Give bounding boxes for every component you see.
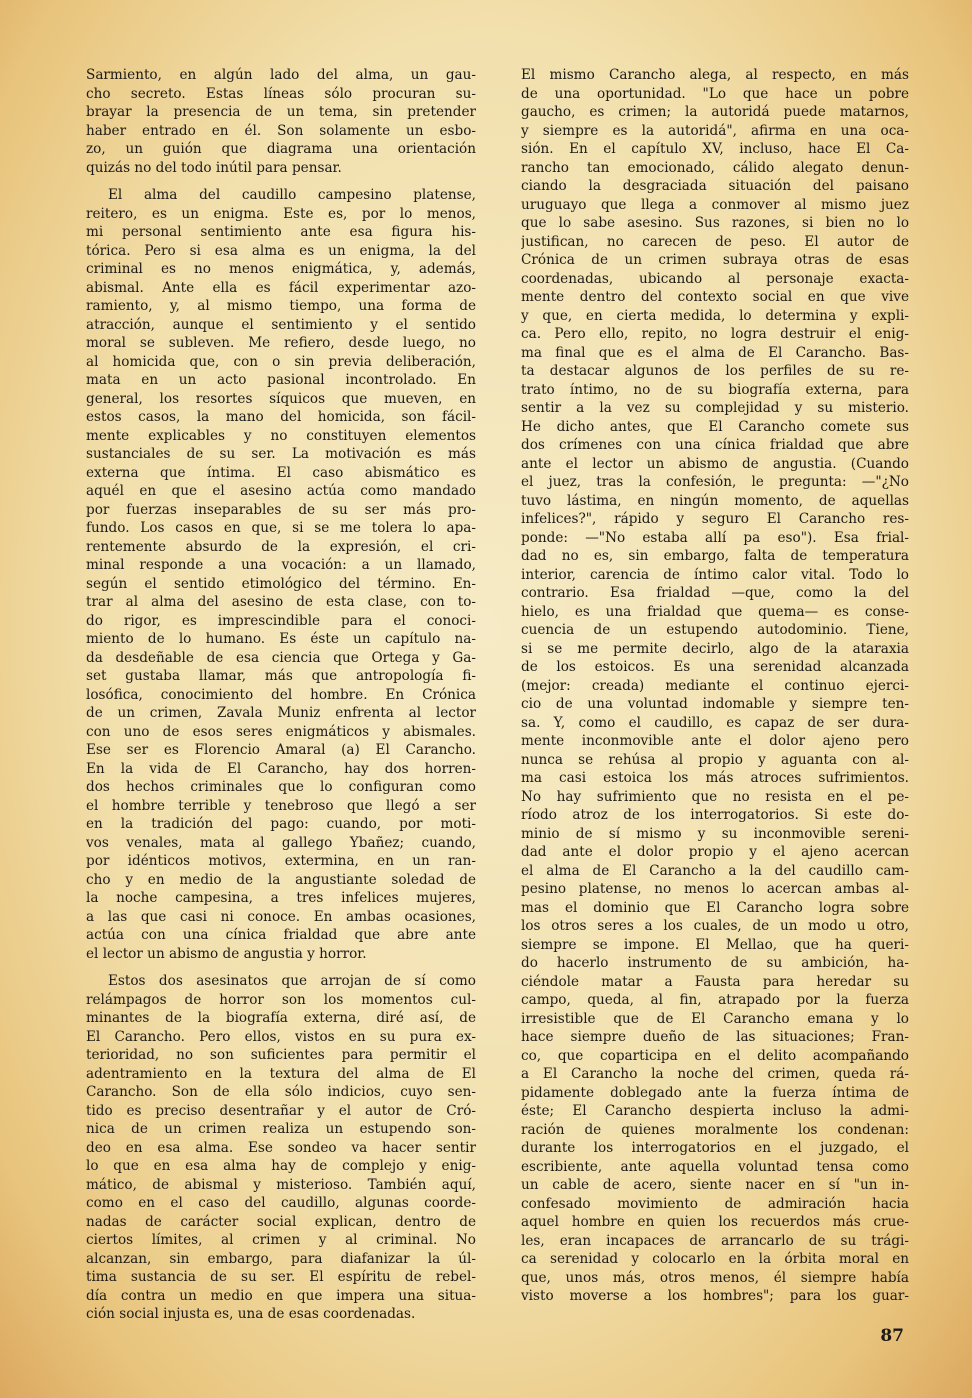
text-line: general, los resortes síquicos que mueven, en (86, 390, 476, 407)
text-line: lo que en esa alma hay de complejo y enig- (86, 1158, 476, 1174)
text-line: cho y en medio de la angustiante soledad de (86, 871, 476, 888)
text-line: brayar la presencia de un tema, sin pretender (86, 104, 476, 120)
text-line: mata en un acto pasional incontrolado. En (86, 372, 476, 388)
text-line: reitero, es un enigma. Este es, por lo menos, (86, 205, 476, 222)
left-text-column (86, 66, 476, 1324)
text-line: escribiente, ante aquella voluntad tensa como (521, 1158, 909, 1175)
text-line: sión. En el capítulo XV, incluso, hace El Ca- (521, 141, 909, 157)
text-line: Crónica de un crimen subraya otras de esas (521, 252, 909, 268)
text-line: como en el caso del caudillo, algunas coorde- (86, 1195, 476, 1211)
text-line: de un crimen, Zavala Muniz enfrenta al lector (86, 705, 476, 721)
text-line: aquel hombre en quien los recuerdos más crue- (521, 1214, 909, 1230)
text-line: dos crímenes con una cínica frialdad que abre (521, 437, 909, 453)
text-line: ción social injusta es, una de esas coordenadas. (86, 1306, 416, 1322)
text-line: cio de una voluntad indomable y siempre ten- (521, 696, 909, 712)
text-line: tórica. Pero si esa alma es un enigma, la del (86, 242, 476, 259)
text-line: ma casi estoica los más atroces sufrimientos. (521, 770, 909, 786)
text-line: zo, un guión que diagrama una orientación (86, 141, 476, 157)
text-line: justifican, no carecen de peso. El autor de (521, 233, 909, 250)
text-line: pesino platense, no menos lo acercan ambas al- (521, 881, 909, 897)
text-line: relámpagos de horror son los momentos cul- (86, 991, 476, 1008)
text-line: irresistible que de El Carancho emana y lo (521, 1010, 909, 1027)
right-text-column (521, 66, 909, 1306)
text-line: mi personal sentimiento ante esa figura his- (86, 224, 476, 240)
text-line: ciando la desgraciada situación del paisano (521, 178, 909, 194)
text-line: tuvo lástima, en ningún momento, de aquellas (521, 492, 909, 509)
text-line: externa que íntima. El caso abismático es (86, 464, 476, 481)
text-line: y que, en cierta medida, lo determina y expli- (521, 307, 909, 324)
text-line: les, eran incapaces de arrancarlo de su trági- (521, 1232, 909, 1249)
text-line: nica de un crimen realiza un estupendo son- (86, 1121, 476, 1137)
text-line: y siempre es la autoridá", afirma en una oca- (521, 122, 909, 139)
text-line: Estos dos asesinatos que arrojan de sí como (108, 973, 476, 989)
text-line: atracción, aunque el sentimiento y el sentido (86, 316, 476, 333)
text-line: hielo, es una frialdad que quema— es conse- (521, 603, 909, 620)
text-line: ponde: —"No estaba allí pa eso"). Esa frial- (521, 529, 909, 546)
text-line: ración de quienes moralmente los condenan: (521, 1121, 909, 1138)
text-line: terioridad, no son suficientes para permitir el (86, 1047, 476, 1063)
text-line: ciertos límites, al crimen y al criminal. No (86, 1232, 476, 1248)
text-line: trato íntimo, no de su biografía externa, para (521, 381, 909, 398)
text-line: rentemente absurdo de la expresión, el cri- (86, 538, 476, 555)
text-line: mático, de abismal y misterioso. También aquí, (86, 1176, 476, 1193)
text-line: sa. Y, como el caudillo, es capaz de ser dura- (521, 714, 909, 731)
text-line: dad no es, sin embargo, falta de temperatura (521, 548, 909, 564)
text-line: No hay sufrimiento que no resista en el pe- (521, 788, 909, 805)
text-line: alcanzan, sin embargo, para diafanizar la úl- (86, 1250, 476, 1267)
text-line: por idénticos motivos, extermina, en un ran- (86, 853, 476, 869)
text-line: cho secreto. Estas líneas sólo procuran su- (86, 85, 476, 102)
text-line: un cable de acero, siente nacer en sí "un in- (521, 1177, 909, 1193)
text-line: según el sentido etimológico del término. En- (86, 575, 476, 592)
text-line: sentir a la vez su complejidad y su misterio. (521, 400, 909, 416)
text-line: Ese ser es Florencio Amaral (a) El Carancho. (86, 742, 476, 758)
text-line: ciéndole matar a Fausta para heredar su (521, 973, 909, 990)
text-line: durante los interrogatorios en el juzgado, el (521, 1140, 909, 1156)
text-line: actúa con una cínica frialdad que abre ante (86, 927, 476, 943)
text-line: mente dentro del contexto social en que vive (521, 289, 909, 305)
text-line: set gustaba llamar, más que antropología fi- (86, 668, 476, 684)
text-line: ríodo atroz de los interrogatorios. Si este do- (521, 807, 909, 823)
text-line: ca. Pero ello, repito, no logra destruir el enig- (521, 326, 909, 342)
text-line: minal responde a una vocación: a un llamado, (86, 557, 476, 573)
text-line: el hombre terrible y tenebroso que llegó a ser (86, 797, 476, 814)
text-line: sustanciales de su ser. La motivación es más (86, 446, 476, 462)
text-line: de una oportunidad. "Lo que hace un pobre (521, 85, 909, 102)
text-line: tido es preciso desentrañar y el autor de Cró- (86, 1102, 476, 1119)
paragraph-gap (86, 963, 476, 972)
text-line: criminal es no menos enigmática, y, además, (86, 261, 476, 277)
text-line: el lector un abismo de angustia y horror. (86, 945, 367, 962)
text-line: losófica, conocimiento del hombre. En Crónica (86, 686, 476, 703)
text-line: infelices?", rápido y seguro El Carancho res- (521, 511, 909, 527)
text-line: gaucho, es crimen; la autoridá puede matarnos, (521, 104, 909, 120)
text-line: si se me permite decirlo, algo de la ataraxia (521, 640, 909, 657)
text-line: estos casos, la mano del homicida, son fácil- (86, 409, 476, 425)
text-line: El Carancho. Pero ellos, vistos en su pura ex- (86, 1028, 476, 1045)
text-line: a El Carancho la noche del crimen, queda rá- (521, 1066, 909, 1082)
text-line: moral se subleven. Me refiero, desde luego, no (86, 335, 476, 351)
text-line: campo, queda, al fin, atrapado por la fuerza (521, 992, 909, 1008)
text-line: uruguayo que llega a conmover al mismo juez (521, 196, 909, 213)
text-line: co, que coparticipa en el delito acompañando (521, 1047, 909, 1064)
text-line: que, unos más, otros menos, él siempre había (521, 1269, 909, 1286)
text-line: confesado movimiento de admiración hacia (521, 1195, 909, 1212)
text-line: do hacerlo instrumento de su ambición, ha- (521, 955, 909, 971)
text-line: miento de lo humano. Es éste un capítulo na- (86, 631, 476, 647)
text-line: mente explicables y no constituyen elementos (86, 427, 476, 444)
text-line: el juez, tras la confesión, le pregunta: —"¿No (521, 474, 909, 490)
text-line: siempre se impone. El Mellao, que ha queri- (521, 936, 909, 953)
text-line: nunca se rehúsa al propio y aguanta con al- (521, 751, 909, 768)
text-line: en la tradición del pago: cuando, por moti- (86, 816, 476, 832)
text-line: En la vida de El Carancho, hay dos horren- (86, 760, 476, 777)
text-line: do rigor, es imprescindible para el conoci- (86, 612, 476, 629)
text-line: ma final que es el alma de El Carancho. Bas- (521, 344, 909, 361)
text-line: He dicho antes, que El Carancho comete sus (521, 418, 909, 435)
text-line: rancho tan emocionado, cálido alegato denun- (521, 159, 909, 176)
text-line: Sarmiento, en algún lado del alma, un gau- (86, 67, 476, 83)
text-line: día contra un medio en que impera una situa- (86, 1287, 476, 1304)
text-line: minio de sí mismo y su inconmovible sereni- (521, 825, 909, 842)
text-line: cuencia de un estupendo autodominio. Tiene, (521, 622, 909, 638)
text-line: minantes de la biografía externa, diré así, de (86, 1010, 476, 1026)
text-line: dad ante el dolor propio y el ajeno acercan (521, 844, 909, 860)
text-line: nadas de carácter social explican, dentro de (86, 1213, 476, 1230)
text-line: hace siempre dueño de las situaciones; Fran- (521, 1029, 909, 1045)
text-line: el alma de El Carancho a la del caudillo cam- (521, 862, 909, 879)
text-line: a las que casi ni conoce. En ambas ocasiones, (86, 908, 476, 925)
text-line: quizás no del todo inútil para pensar. (86, 159, 342, 176)
text-line: ta destacar algunos de los perfiles de su re- (521, 363, 909, 379)
text-line: El alma del caudillo campesino platense, (108, 187, 476, 203)
text-line: aquél en que el asesino actúa como mandado (86, 483, 476, 499)
text-line: adentramiento en la textura del alma de El (86, 1065, 476, 1082)
text-line: éste; El Carancho despierta incluso la admi- (521, 1103, 909, 1119)
text-line: la noche campesina, a tres infelices mujeres, (86, 890, 476, 906)
text-line: Carancho. Son de ella sólo indicios, cuyo sen- (86, 1084, 476, 1100)
text-line: interior, carencia de íntimo calor vital. Todo lo (521, 566, 909, 583)
text-line: ramiento, y, al mismo tiempo, una forma de (86, 298, 476, 314)
text-line: vos venales, mata al gallego Ybañez; cuando, (86, 834, 476, 851)
text-line: con uno de esos seres enigmáticos y abismales. (86, 723, 476, 740)
text-line: dos hechos criminales que lo configuran como (86, 779, 476, 795)
text-line: ante el lector un abismo de angustia. (Cuando (521, 455, 909, 472)
text-line: El mismo Carancho alega, al respecto, en más (521, 67, 909, 83)
text-line: (mejor: creada) mediante el continuo ejerci- (521, 677, 909, 694)
page-number: 87 (880, 1326, 904, 1346)
text-line: mente inconmovible ante el dolor ajeno pero (521, 733, 909, 749)
text-line: de los estoicos. Es una serenidad alcanzada (521, 659, 909, 675)
text-line: fundo. Los casos en que, si se me tolera lo apa- (86, 520, 476, 536)
text-line: los otros seres a los cuales, de un modo u otro, (521, 918, 909, 934)
text-line: al homicida que, con o sin previa deliberación, (86, 353, 476, 370)
text-line: da desdeñable de esa ciencia que Ortega y Ga- (86, 649, 476, 666)
text-line: por fuerzas inseparables de su ser más pro- (86, 501, 476, 518)
text-line: haber entrado en él. Son solamente un esbo- (86, 122, 476, 139)
text-line: visto moverse a los hombres"; para los guar- (521, 1288, 909, 1304)
text-line: pidamente doblegado ante la fuerza íntima de (521, 1084, 909, 1101)
text-line: ca serenidad y colocarlo en la órbita moral en (521, 1251, 909, 1267)
text-line: coordenadas, ubicando al personaje exacta- (521, 270, 909, 287)
text-line: trar al alma del asesino de esta clase, con to- (86, 594, 476, 610)
text-line: que lo sabe asesino. Sus razones, si bien no lo (521, 215, 909, 231)
text-line: deo en esa alma. Ese sondeo va hacer sentir (86, 1139, 476, 1156)
text-line: tima sustancia de su ser. El espíritu de rebel- (86, 1269, 476, 1285)
paragraph-gap (86, 177, 476, 186)
text-line: abismal. Ante ella es fácil experimentar azo- (86, 279, 476, 296)
text-line: contrario. Esa frialdad —que, como la del (521, 585, 909, 601)
text-line: mas el dominio que El Carancho logra sobre (521, 899, 909, 916)
